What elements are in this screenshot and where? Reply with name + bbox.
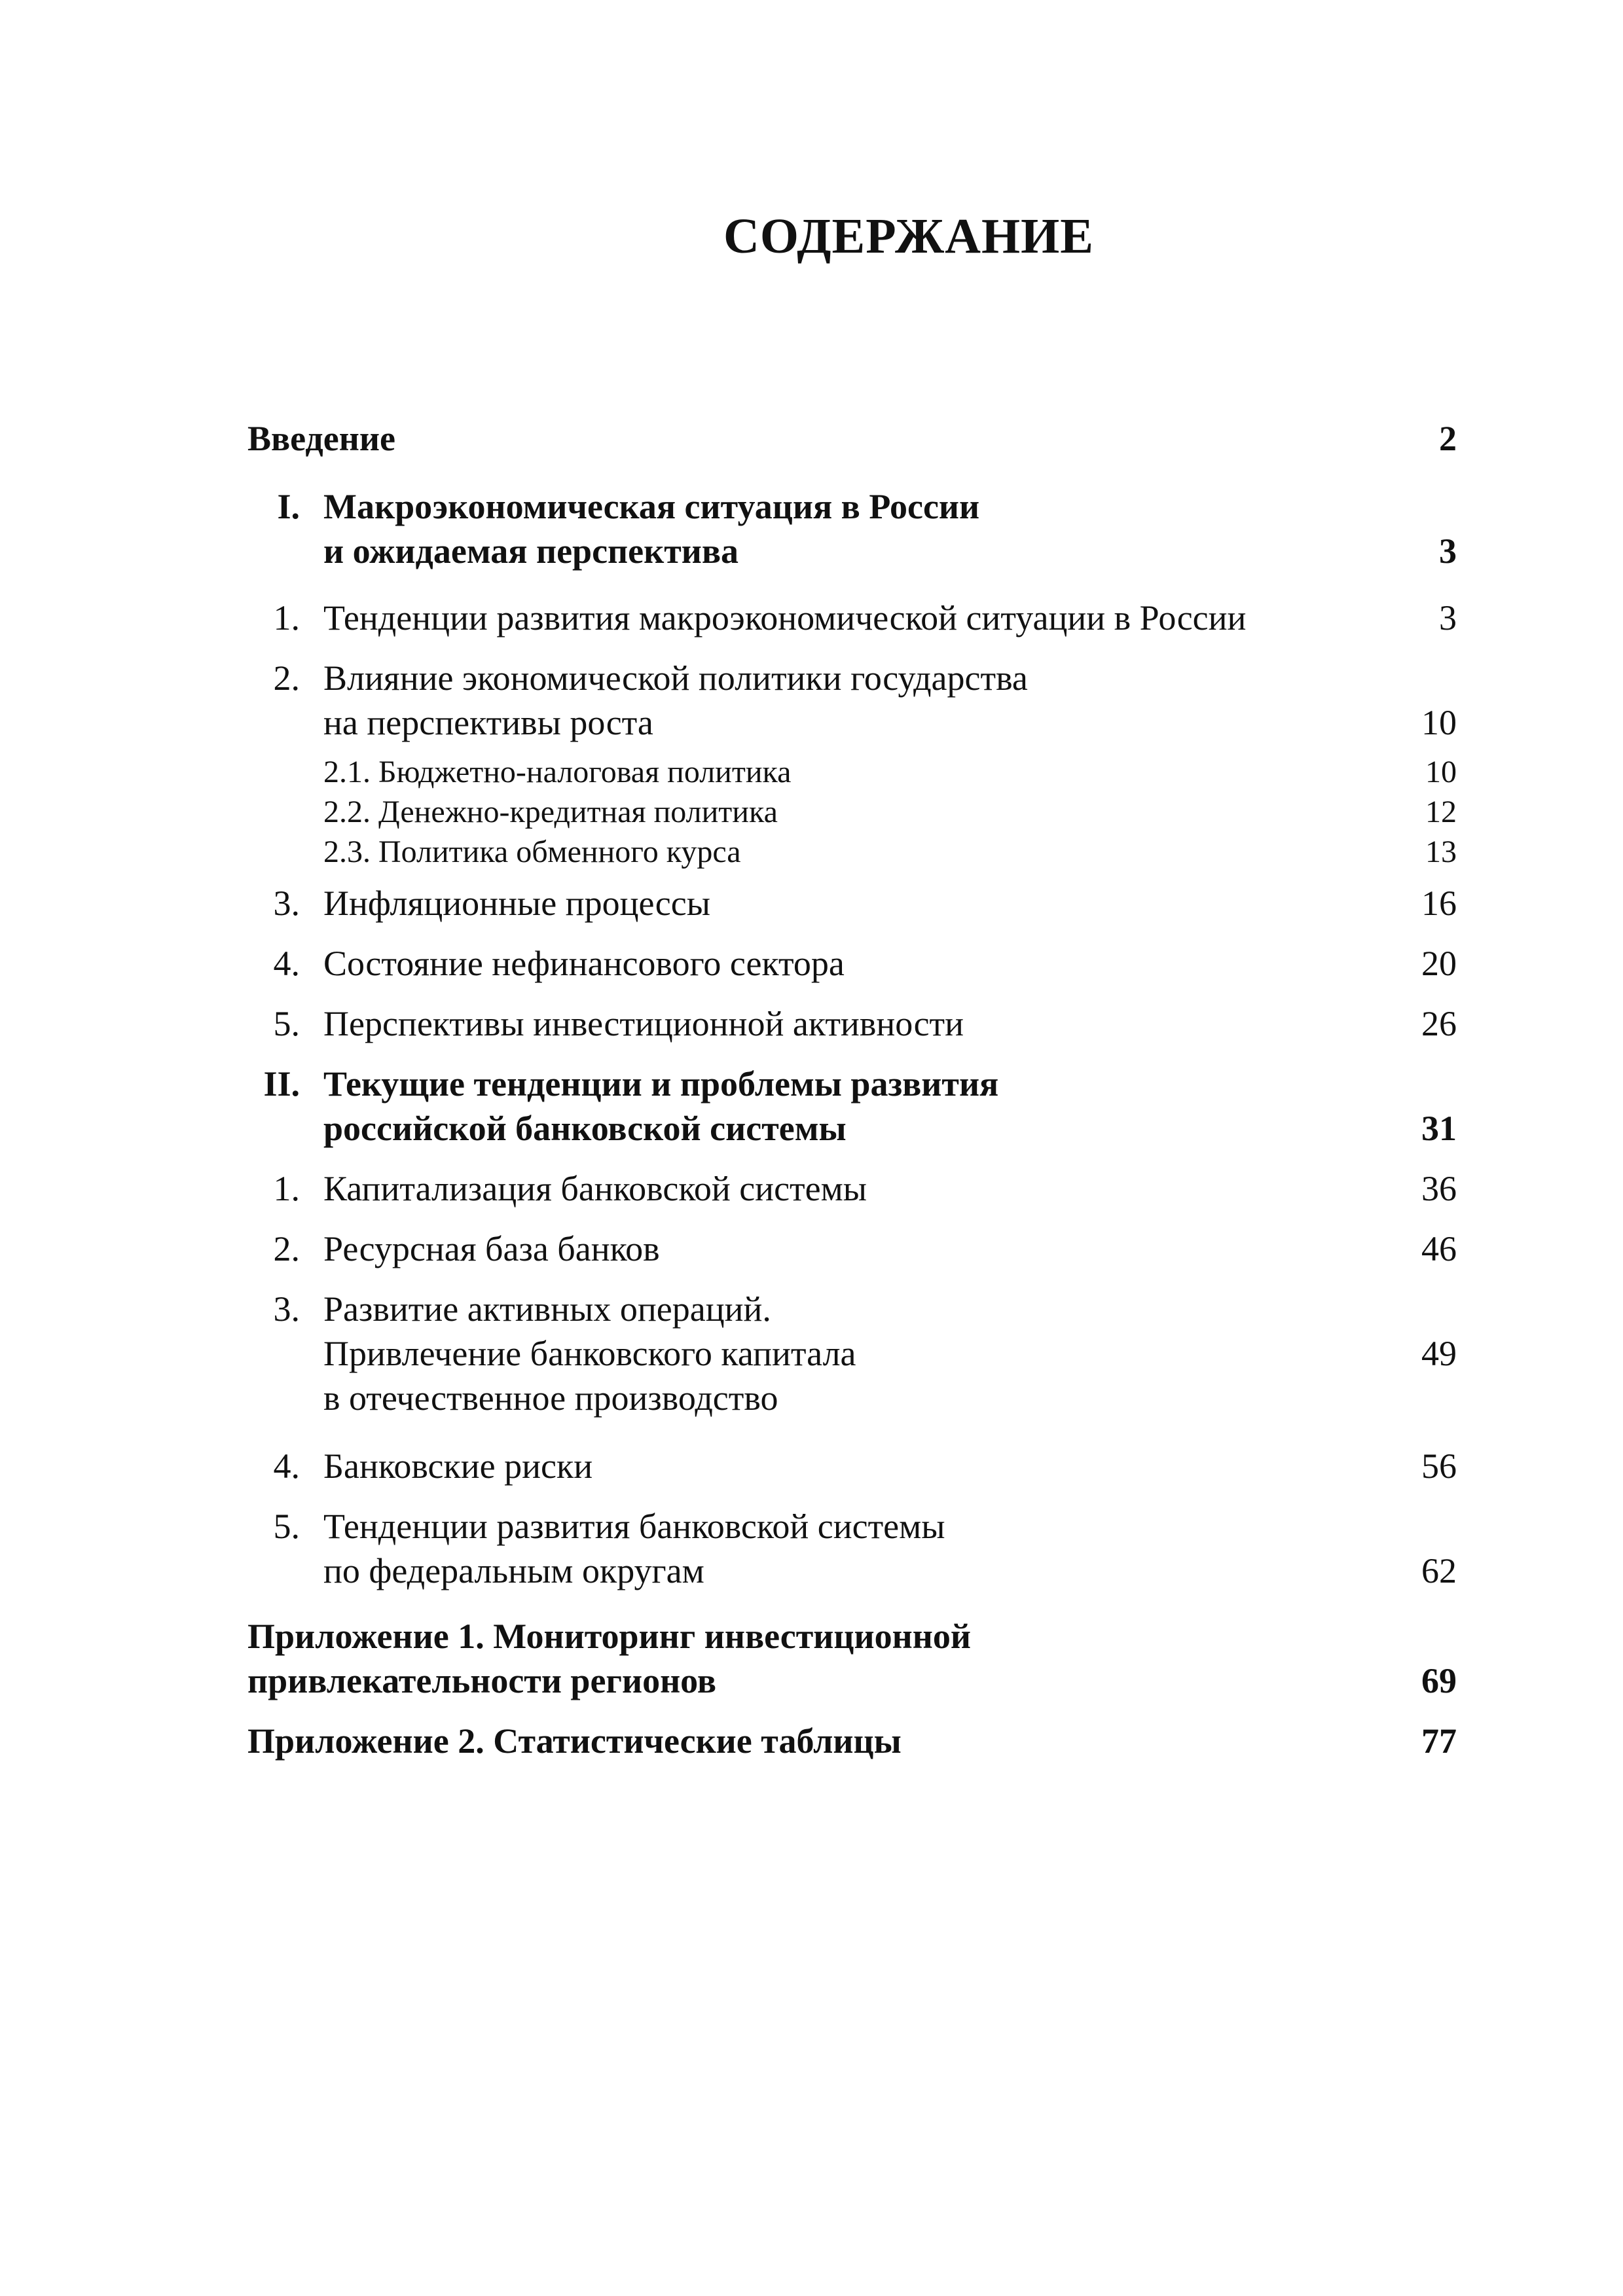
toc-page-number: 12 (1425, 795, 1457, 829)
toc-entry-marker: 4. (273, 944, 300, 983)
toc-page-number: 62 (1421, 1551, 1457, 1590)
toc-page-number: 46 (1421, 1229, 1457, 1268)
toc-entry-label: Влияние экономической политики государства (323, 658, 1028, 698)
toc-entry-label-continued: привлекательности регионов (247, 1661, 717, 1700)
toc-page-number: 26 (1421, 1004, 1457, 1043)
toc-entry-label: 2.2. Денежно-кредитная политика (323, 795, 778, 829)
toc-entry-marker: 3. (273, 884, 300, 923)
toc-entry-marker: 5. (273, 1507, 300, 1546)
toc-entry-marker: 2. (273, 658, 300, 698)
toc-page-number: 49 (1421, 1334, 1457, 1373)
toc-entry-label-continued: на перспективы роста (323, 703, 653, 742)
toc-entry-marker: 2. (273, 1229, 300, 1268)
toc-entry-label: Введение (247, 419, 395, 458)
toc-entry-label-continued: в отечественное производство (323, 1378, 778, 1418)
toc-entry-label: Приложение 2. Статистические таблицы (247, 1721, 902, 1761)
toc-entry-label: Состояние нефинансового сектора (323, 944, 845, 983)
toc-page-number: 56 (1421, 1446, 1457, 1486)
toc-page-number: 36 (1421, 1169, 1457, 1208)
toc-entry-label: Ресурсная база банков (323, 1229, 660, 1268)
toc-page-number: 20 (1421, 944, 1457, 983)
toc-entry-label: Капитализация банковской системы (323, 1169, 867, 1208)
toc-entry-marker: 3. (273, 1289, 300, 1329)
toc-entry-label: Текущие тенденции и проблемы развития (323, 1064, 999, 1103)
toc-entry-marker: 1. (273, 1169, 300, 1208)
toc-entry-label: Банковские риски (323, 1446, 593, 1486)
toc-entry-label: Перспективы инвестиционной активности (323, 1004, 964, 1043)
toc-page-number: 69 (1421, 1661, 1457, 1700)
toc-entry-label: Тенденции развития макроэкономической ситуации в России (323, 598, 1247, 637)
toc-page-number: 2 (1439, 419, 1457, 458)
toc-entry-marker: II. (263, 1064, 300, 1103)
toc-entry-label: Тенденции развития банковской системы (323, 1507, 945, 1546)
toc-page-number: 10 (1421, 703, 1457, 742)
toc-entry-marker: 1. (273, 598, 300, 637)
toc-entry-label: 2.3. Политика обменного курса (323, 834, 741, 869)
toc-entry-label: 2.1. Бюджетно-налоговая политика (323, 755, 792, 789)
toc-entry-marker: I. (277, 487, 300, 526)
toc-entry-marker: 4. (273, 1446, 300, 1486)
toc-page-number: 3 (1439, 598, 1457, 637)
toc-page-number: 31 (1421, 1109, 1457, 1148)
toc-entry-label-continued: российской банковской системы (323, 1109, 847, 1148)
toc-page-number: 13 (1425, 834, 1457, 869)
toc-page-number: 10 (1425, 755, 1457, 789)
toc-entry-label-continued: и ожидаемая перспектива (323, 531, 739, 571)
toc-page-number: 77 (1421, 1721, 1457, 1761)
toc-entry-label-continued: по федеральным округам (323, 1551, 704, 1590)
page-title: СОДЕРЖАНИЕ (723, 209, 1094, 264)
toc-entry-label: Развитие активных операций. (323, 1289, 771, 1329)
toc-entry-marker: 5. (273, 1004, 300, 1043)
toc-entry-label: Приложение 1. Мониторинг инвестиционной (247, 1617, 971, 1656)
toc-page-number: 16 (1421, 884, 1457, 923)
toc-entry-label: Инфляционные процессы (323, 884, 710, 923)
toc-page-number: 3 (1439, 531, 1457, 571)
toc-entry-label-continued: Привлечение банковского капитала (323, 1334, 856, 1373)
toc-entry-label: Макроэкономическая ситуация в России (323, 487, 980, 526)
